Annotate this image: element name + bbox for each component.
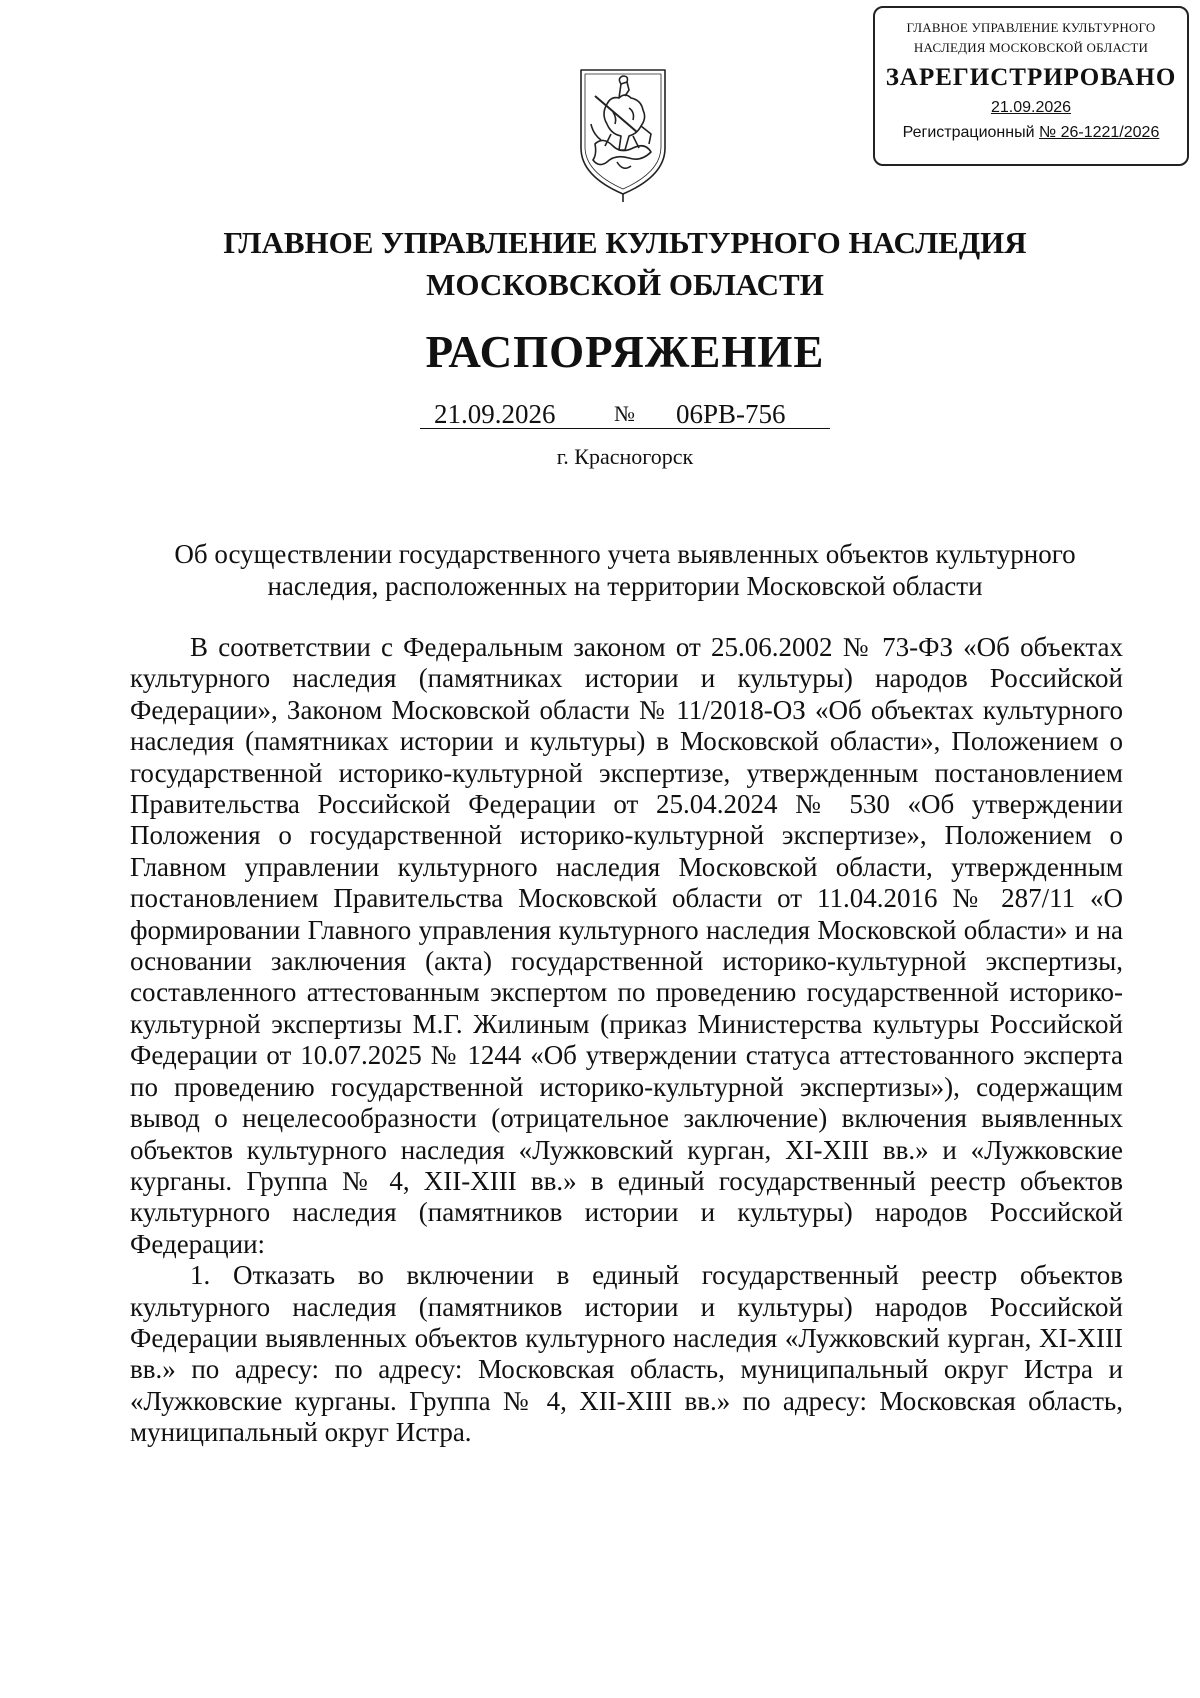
order-item-1: 1. Отказать во включении в единый государственный реестр объектов культурного наследия (памятников истории и культуры) народов Российской Федерации выявленных объектов культурного наследия «Лужковский курган, XI-XIII вв.» по адресу: по адресу: Московская область, муниципальный округ Истра и «Лужковские курганы. Группа № 4, XII-XIII вв.» по адресу: Московская область, муниципальный округ Истра.	[130, 1260, 1123, 1448]
document-date: 21.09.2026	[434, 399, 556, 429]
moscow-oblast-coat-of-arms-icon	[571, 62, 675, 202]
stamp-reg-label: Регистрационный	[902, 124, 1039, 141]
document-subject-line-1: Об осуществлении государственного учета выявленных объектов культурного	[174, 539, 1076, 569]
stamp-organization	[875, 16, 1187, 60]
document-subject	[130, 538, 1120, 602]
stamp-registration-number	[875, 120, 1187, 146]
number-sign: №	[614, 401, 635, 426]
document-subject-line-2: наследия, расположенных на территории Московской области	[267, 571, 983, 601]
registration-stamp	[873, 6, 1189, 166]
document-body	[130, 632, 1123, 1449]
document-number: 06РВ-756	[676, 399, 786, 429]
date-number-underline	[420, 428, 830, 429]
preamble-paragraph: В соответствии с Федеральным законом от 25.06.2002 № 73-ФЗ «Об объектах культурного наследия (памятниках истории и культуры) народов Российской Федерации», Законом Московской области № 11/2018-ОЗ «Об объектах культурного наследия (памятниках истории и культуры) в Московской области», Положением о государственной историко-культурной экспертизе, утвержденным постановлением Правительства Российской Федерации от 25.04.2024 № 530 «Об утверждении Положения о государственной историко-культурной экспертизе», Положением о Главном управлении культурного наследия Московской области, утвержденным постановлением Правительства Московской области от 11.04.2016 № 287/11 «О формировании Главного управления культурного наследия Московской области» и на основании заключения (акта) государственной историко-культурной экспертизы, составленного аттестованным экспертом по проведению государственной историко-культурной экспертизы М.Г. Жилиным (приказ Министерства культуры Российской Федерации от 10.07.2025 № 1244 «Об утверждении статуса аттестованного эксперта по проведению государственной историко-культурной экспертизы»), содержащим вывод о нецелесообразности (отрицательное заключение) включения выявленных объектов культурного наследия «Лужковский курган, XI-XIII вв.» и «Лужковские курганы. Группа № 4, XII-XIII вв.» в единый государственный реестр объектов культурного наследия (памятников истории и культуры) народов Российской Федерации:	[130, 632, 1123, 1259]
document-date-number	[420, 396, 830, 432]
organization-title	[0, 222, 1200, 306]
stamp-date: 21.09.2026	[990, 99, 1072, 116]
document-city: г. Красногорск	[556, 444, 694, 469]
document-type: РАСПОРЯЖЕНИЕ	[425, 327, 825, 377]
stamp-reg-number: № 26-1221/2026	[1038, 124, 1160, 141]
organization-title-line-2: МОСКОВСКОЙ ОБЛАСТИ	[426, 267, 824, 302]
stamp-org-line-2: НАСЛЕДИЯ МОСКОВСКОЙ ОБЛАСТИ	[913, 40, 1149, 55]
organization-title-line-1: ГЛАВНОЕ УПРАВЛЕНИЕ КУЛЬТУРНОГО НАСЛЕДИЯ	[223, 225, 1027, 260]
stamp-status: ЗАРЕГИСТРИРОВАНО	[885, 64, 1177, 91]
stamp-org-line-1: ГЛАВНОЕ УПРАВЛЕНИЕ КУЛЬТУРНОГО	[906, 20, 1156, 35]
